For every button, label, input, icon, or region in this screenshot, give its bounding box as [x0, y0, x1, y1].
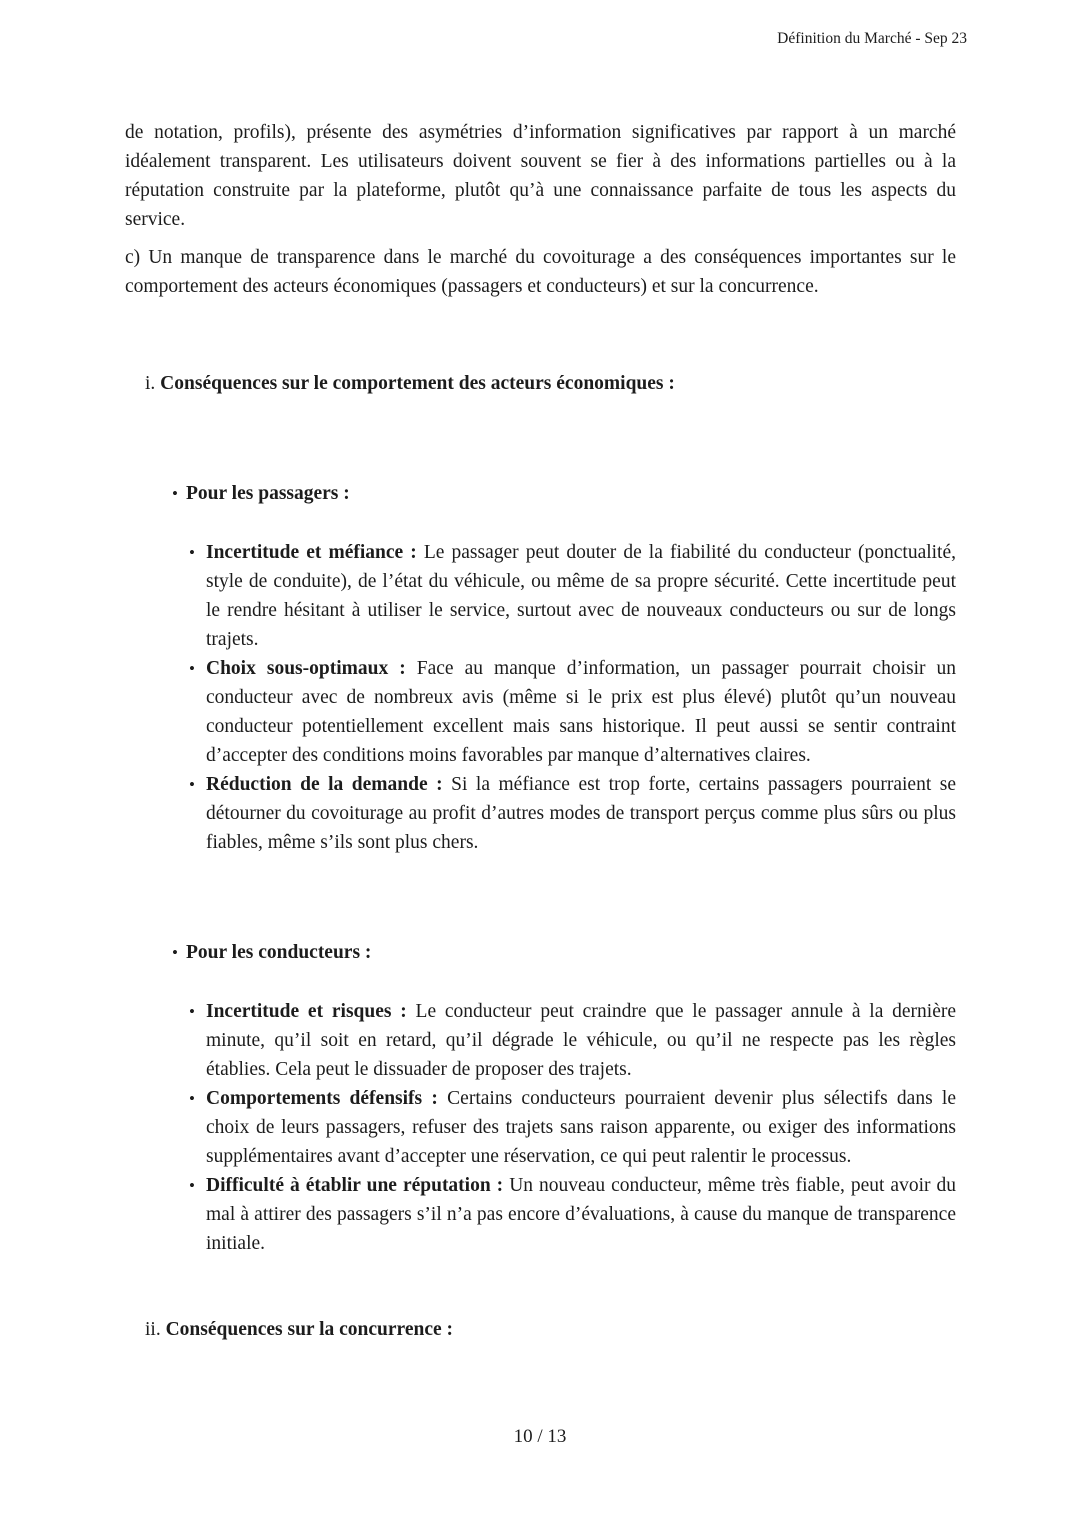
page-header: [777, 30, 967, 48]
item-lead: Incertitude et méfiance :: [206, 542, 417, 563]
section-heading-ii: [125, 1315, 956, 1344]
list-item: [125, 538, 956, 654]
passagers-list: [125, 538, 956, 857]
bullet-icon: •: [189, 543, 195, 562]
page-number: 10 / 13: [513, 1426, 567, 1447]
list-item: [125, 770, 956, 857]
list-item: [125, 1084, 956, 1171]
item-lead: Incertitude et risques :: [206, 1001, 407, 1022]
list-item: [125, 654, 956, 770]
bullet-icon: •: [172, 943, 178, 962]
section-title: Conséquences sur la concurrence :: [165, 1319, 454, 1340]
paragraph-c: c) Un manque de transparence dans le marché du covoiturage a des conséquences importantes sur le comportement des acteurs économiques (passagers et conducteurs) et sur la concurrence.: [125, 247, 956, 297]
item-text: Le passager peut douter de la fiabilité du conducteur (ponctualité, style de conduite), de l’état du véhicule, ou même de sa propre sécurité. Cette incertitude peut le rendre hésitant à utiliser le service, surtout avec de nouveaux conducteurs ou sur de longs trajets.: [206, 542, 957, 650]
section-heading-i: [125, 369, 956, 398]
item-text: Le conducteur peut craindre que le passager annule à la dernière minute, qu’il soit en retard, qu’il dégrade le véhicule, ou qu’il ne respecte pas les règles établies. Cela peut le dissuader de proposer des trajets.: [206, 1001, 957, 1080]
section-number: ii.: [145, 1319, 161, 1340]
bullet-icon: •: [189, 659, 195, 678]
page-content: [125, 118, 956, 1344]
paragraph-continuation: de notation, profils), présente des asymétries d’information significatives par rapport à un marché idéalement transparent. Les utilisateurs doivent souvent se fier à des informations partielles ou à la réputation construite par la plateforme, plutôt qu’à une connaissance parfaite de tous les aspects du service.: [125, 122, 956, 230]
item-text: Face au manque d’information, un passager pourrait choisir un conducteur avec de nombreux avis (même si le prix est plus élevé) plutôt qu’un nouveau conducteur potentiellement excellent mais sans historique. Il peut aussi se sentir contraint d’accepter des conditions moins favorables par manque d’alternatives claires.: [206, 658, 957, 766]
item-text: Certains conducteurs pourraient devenir plus sélectifs dans le choix de leurs passagers, refuser des trajets sans raison apparente, ou exiger des informations supplémentaires avant d’accepter une réservation, ce qui peut ralentir le processus.: [206, 1088, 957, 1167]
item-lead: Difficulté à établir une réputation :: [206, 1175, 504, 1196]
conducteurs-list: [125, 997, 956, 1258]
item-text: Un nouveau conducteur, même très fiable, peut avoir du mal à attirer des passagers s’il n’a pas encore d’évaluations, à cause du manque de transparence initiale.: [206, 1175, 956, 1254]
bullet-icon: •: [189, 1089, 195, 1108]
bullet-icon: •: [189, 775, 195, 794]
item-text: Si la méfiance est trop forte, certains passagers pourraient se détourner du covoiturage au profit d’autres modes de transport perçus comme plus sûrs ou plus fiables, même s’ils sont plus chers.: [206, 774, 956, 853]
group-label-text: Pour les passagers :: [186, 483, 350, 504]
item-lead: Réduction de la demande :: [206, 774, 443, 795]
bullet-icon: •: [189, 1176, 195, 1195]
section-title: Conséquences sur le comportement des acteurs économiques :: [160, 373, 675, 394]
list-item: [125, 997, 956, 1084]
item-lead: Comportements défensifs :: [206, 1088, 438, 1109]
bullet-icon: •: [189, 1002, 195, 1021]
header-title: Définition du Marché - Sep 23: [777, 30, 967, 47]
group-label-conducteurs: [125, 938, 956, 967]
page-footer: [0, 1426, 1080, 1448]
bullet-icon: •: [172, 484, 178, 503]
section-number: i.: [145, 373, 156, 394]
group-label-passagers: [125, 479, 956, 508]
item-lead: Choix sous-optimaux :: [206, 658, 406, 679]
group-label-text: Pour les conducteurs :: [186, 942, 372, 963]
list-item: [125, 1171, 956, 1258]
